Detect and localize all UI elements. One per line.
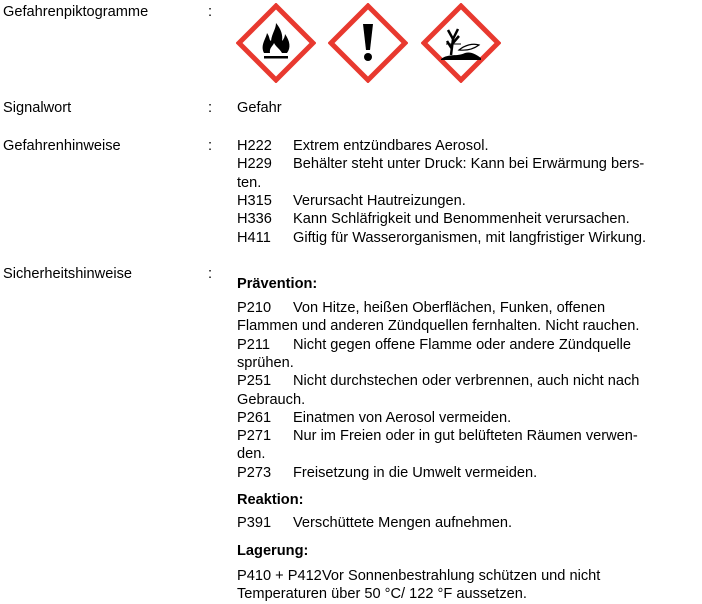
- statement-text: Einatmen von Aerosol vermeiden.: [293, 409, 512, 426]
- statement-item: [237, 299, 605, 317]
- statement-text: Temperaturen über 50 °C/ 122 °F aussetzen.: [237, 586, 527, 603]
- signal-word-value: Gefahr: [237, 100, 282, 116]
- statement-text: Verschüttete Mengen aufnehmen.: [293, 515, 513, 531]
- statement-item: [237, 567, 600, 585]
- statement-text: Gebrauch.: [237, 391, 306, 408]
- environment-pictogram-icon: [421, 3, 501, 83]
- statement-item: [237, 229, 646, 247]
- colon: :: [208, 138, 213, 154]
- statement-code: H229: [237, 156, 272, 173]
- statement-text: Giftig für Wasserorganismen, mit langfristiger Wirkung.: [293, 229, 647, 246]
- statement-item: [237, 514, 512, 532]
- statement-code: H222: [237, 138, 272, 154]
- precaution-statements-label: Sicherheitshinweise: [3, 266, 132, 282]
- statement-code: P410 + P412: [237, 568, 322, 584]
- statement-text: Kann Schläfrigkeit und Benommenheit verursachen.: [293, 211, 630, 228]
- colon: :: [208, 266, 213, 282]
- statement-item: [237, 192, 466, 210]
- signal-word-label: Signalwort: [3, 100, 72, 116]
- statement-item: [237, 372, 639, 390]
- statement-code: H336: [237, 211, 272, 228]
- statement-text: sprühen.: [237, 354, 294, 371]
- statement-code: P251: [237, 373, 272, 390]
- statement-text: Extrem entzündbares Aerosol.: [293, 138, 489, 154]
- statement-item: [237, 210, 630, 228]
- exclamation-pictogram-icon: [328, 3, 408, 83]
- statement-continuation: [237, 174, 261, 192]
- statement-code: P210: [237, 300, 272, 316]
- statement-item: [237, 336, 631, 354]
- statement-item: [237, 427, 638, 445]
- statement-text: Verursacht Hautreizungen.: [293, 192, 466, 209]
- statement-code: P273: [237, 464, 272, 481]
- statement-continuation: [237, 354, 294, 372]
- colon: :: [208, 4, 213, 20]
- prevention-heading: Prävention:: [237, 276, 318, 292]
- flame-pictogram-icon: [236, 3, 316, 83]
- statement-item: [237, 137, 489, 155]
- statement-continuation: [237, 317, 639, 335]
- statement-code: P261: [237, 409, 272, 426]
- statement-continuation: [237, 445, 265, 463]
- statement-code: P391: [237, 515, 272, 531]
- storage-heading: Lagerung:: [237, 543, 309, 559]
- statement-text: Nicht gegen offene Flamme oder andere Zündquelle: [293, 336, 632, 353]
- statement-item: [237, 409, 511, 427]
- statement-text: Freisetzung in die Umwelt vermeiden.: [293, 464, 538, 481]
- statement-text: ten.: [237, 174, 262, 191]
- statement-text: Nicht durchstechen oder verbrennen, auch nicht nach: [293, 373, 640, 390]
- statement-item: [237, 155, 644, 173]
- statement-code: H315: [237, 192, 272, 209]
- pictograms-label: Gefahrenpiktogramme: [3, 4, 149, 20]
- statement-text: Vor Sonnenbestrahlung schützen und nicht: [322, 568, 601, 584]
- colon: :: [208, 100, 213, 116]
- statement-text: Behälter steht unter Druck: Kann bei Erwärmung bers-: [293, 156, 645, 173]
- statement-text: Flammen und anderen Zündquellen fernhalten. Nicht rauchen.: [237, 318, 640, 335]
- statement-continuation: [237, 585, 527, 603]
- statement-code: P271: [237, 428, 272, 445]
- statement-text: Nur im Freien oder in gut belüfteten Räumen verwen-: [293, 428, 638, 445]
- statement-text: Von Hitze, heißen Oberflächen, Funken, offenen: [293, 300, 606, 316]
- hazard-statements-label: Gefahrenhinweise: [3, 138, 121, 154]
- statement-code: P211: [237, 336, 270, 353]
- statement-item: [237, 464, 537, 482]
- statement-code: H411: [237, 229, 271, 246]
- reaction-heading: Reaktion:: [237, 492, 304, 508]
- statement-text: den.: [237, 446, 266, 463]
- statement-continuation: [237, 391, 305, 409]
